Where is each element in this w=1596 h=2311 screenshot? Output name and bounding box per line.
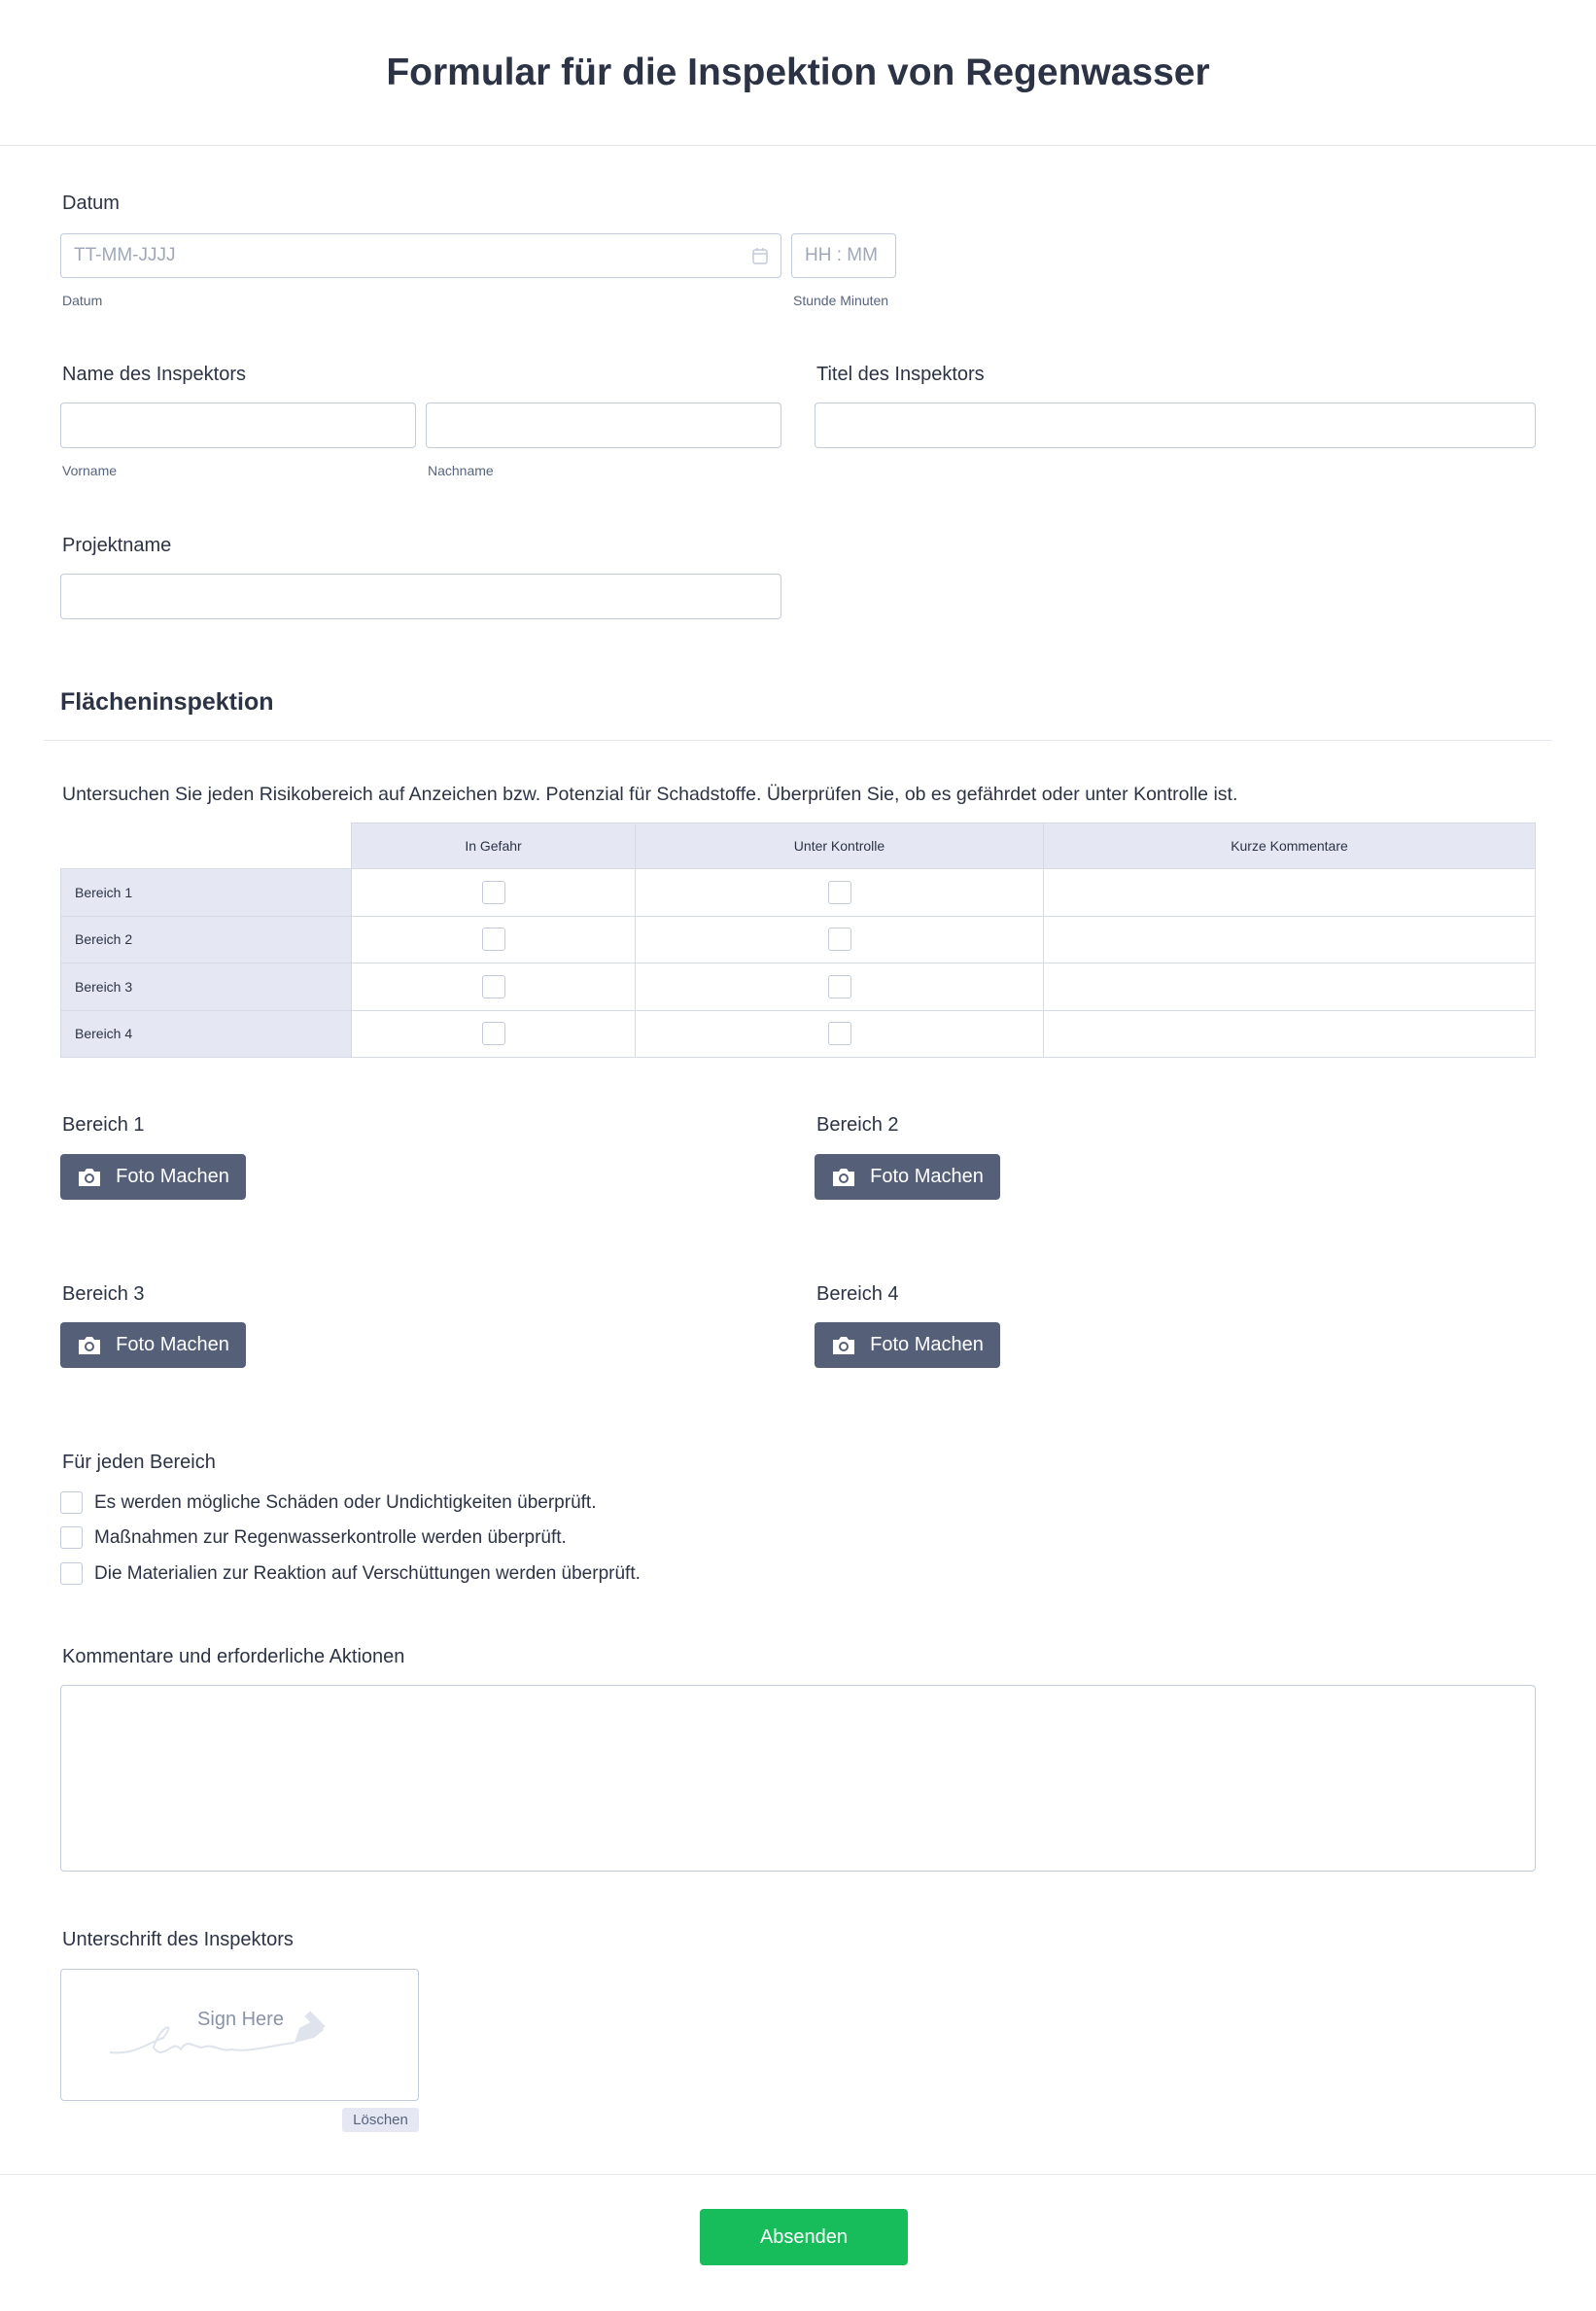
photo-label: Bereich 3	[62, 1283, 145, 1305]
matrix-row	[61, 869, 1536, 917]
photo-label: Bereich 4	[816, 1283, 899, 1305]
last-name-input[interactable]	[426, 403, 781, 448]
form-header	[0, 0, 1596, 146]
date-sublabel: Datum	[62, 293, 103, 308]
checkbox[interactable]	[60, 1562, 83, 1585]
project-name-label: Projektname	[62, 535, 172, 556]
take-photo-button[interactable]	[60, 1154, 246, 1200]
footer-divider	[0, 2174, 1596, 2175]
signature-label: Unterschrift des Inspektors	[62, 1929, 294, 1950]
submit-button[interactable]: Absenden	[700, 2209, 908, 2265]
project-name-input[interactable]	[60, 574, 781, 619]
camera-icon	[77, 1335, 102, 1356]
inspector-title-input[interactable]	[815, 403, 1536, 448]
in-danger-checkbox[interactable]	[482, 928, 505, 951]
take-photo-label: Foto Machen	[116, 1334, 229, 1355]
inspector-title-label: Titel des Inspektors	[816, 364, 985, 385]
matrix-col-header: In Gefahr	[352, 823, 636, 869]
matrix-row-label: Bereich 2	[61, 916, 352, 963]
in-danger-checkbox[interactable]	[482, 975, 505, 998]
comment-cell[interactable]	[1044, 963, 1536, 1011]
checkbox[interactable]	[60, 1491, 83, 1514]
section-heading: Flächeninspektion	[60, 688, 274, 716]
checkbox[interactable]	[60, 1526, 83, 1549]
matrix-row	[61, 916, 1536, 963]
take-photo-label: Foto Machen	[116, 1166, 229, 1187]
clear-signature-button[interactable]: Löschen	[342, 2108, 419, 2132]
photo-label: Bereich 1	[62, 1114, 145, 1136]
time-sublabel: Stunde Minuten	[793, 293, 889, 308]
matrix-row-label: Bereich 3	[61, 963, 352, 1011]
matrix-row-label: Bereich 1	[61, 869, 352, 917]
signature-pen-icon	[105, 2009, 377, 2067]
camera-icon	[831, 1335, 856, 1356]
calendar-icon[interactable]	[752, 247, 768, 264]
last-name-sublabel: Nachname	[428, 463, 494, 478]
in-danger-checkbox[interactable]	[482, 1022, 505, 1045]
comments-textarea[interactable]	[60, 1685, 1536, 1872]
matrix-col-header: Unter Kontrolle	[636, 823, 1044, 869]
checklist-item[interactable]	[60, 1491, 596, 1514]
comment-cell[interactable]	[1044, 869, 1536, 917]
photo-label: Bereich 2	[816, 1114, 899, 1136]
take-photo-label: Foto Machen	[870, 1166, 984, 1187]
form-title: Formular für die Inspektion von Regenwasser	[386, 51, 1210, 93]
checklist-item-label: Maßnahmen zur Regenwasserkontrolle werden überprüft.	[94, 1526, 567, 1548]
under-control-checkbox[interactable]	[828, 975, 851, 998]
comment-cell[interactable]	[1044, 1010, 1536, 1058]
signature-placeholder: Sign Here	[197, 2009, 284, 2030]
under-control-checkbox[interactable]	[828, 1022, 851, 1045]
checklist-item[interactable]	[60, 1526, 567, 1549]
checklist-item-label: Die Materialien zur Reaktion auf Verschüttungen werden überprüft.	[94, 1562, 641, 1584]
section-divider	[44, 740, 1552, 741]
date-label: Datum	[62, 193, 120, 214]
matrix-row	[61, 1010, 1536, 1058]
checklist-item[interactable]	[60, 1562, 641, 1585]
take-photo-button[interactable]	[60, 1322, 246, 1368]
comments-label: Kommentare und erforderliche Aktionen	[62, 1646, 405, 1667]
time-input[interactable]	[791, 233, 896, 278]
matrix-col-header: Kurze Kommentare	[1044, 823, 1536, 869]
matrix-corner	[61, 823, 352, 869]
camera-icon	[77, 1167, 102, 1188]
matrix-row	[61, 963, 1536, 1011]
time-placeholder: HH : MM	[805, 245, 878, 265]
date-input[interactable]	[60, 233, 781, 278]
signature-pad[interactable]	[60, 1969, 419, 2101]
first-name-sublabel: Vorname	[62, 463, 118, 478]
section-instruction: Untersuchen Sie jeden Risikobereich auf Anzeichen bzw. Potenzial für Schadstoffe. Überprüfen Sie, ob es gefährdet oder unter Kontrolle ist.	[62, 784, 1238, 805]
checklist-item-label: Es werden mögliche Schäden oder Undichtigkeiten überprüft.	[94, 1491, 597, 1513]
under-control-checkbox[interactable]	[828, 928, 851, 951]
take-photo-label: Foto Machen	[870, 1334, 984, 1355]
camera-icon	[831, 1167, 856, 1188]
under-control-checkbox[interactable]	[828, 881, 851, 904]
matrix-row-label: Bereich 4	[61, 1010, 352, 1058]
inspection-matrix	[60, 823, 1536, 1058]
first-name-input[interactable]	[60, 403, 416, 448]
date-placeholder: TT-MM-JJJJ	[74, 245, 176, 265]
inspector-name-label: Name des Inspektors	[62, 364, 246, 385]
comment-cell[interactable]	[1044, 916, 1536, 963]
take-photo-button[interactable]	[815, 1322, 1000, 1368]
take-photo-button[interactable]	[815, 1154, 1000, 1200]
checklist-label: Für jeden Bereich	[62, 1452, 216, 1473]
in-danger-checkbox[interactable]	[482, 881, 505, 904]
